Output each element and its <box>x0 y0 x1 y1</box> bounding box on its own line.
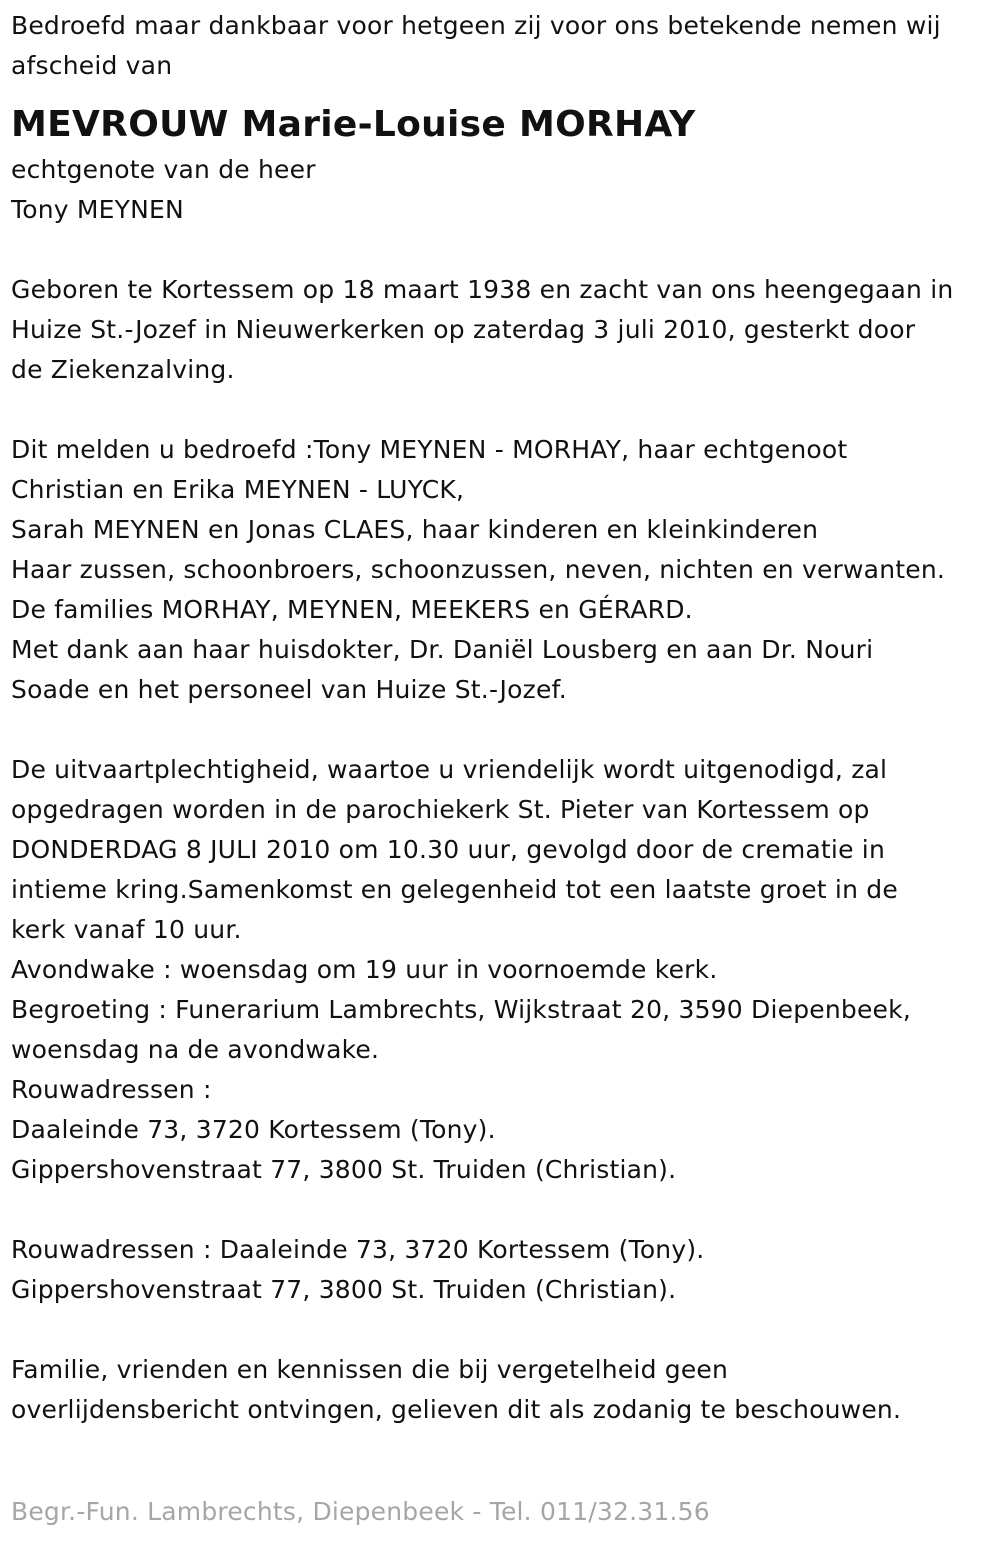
ceremony-line: Rouwadressen : <box>11 1075 212 1104</box>
funeral-home-footer: Begr.-Fun. Lambrechts, Diepenbeek - Tel. 011/32.31.56 <box>11 1497 710 1526</box>
intro-line: afscheid van <box>11 51 173 80</box>
ceremony-line: woensdag na de avondwake. <box>11 1035 380 1064</box>
closing-line: Familie, vrienden en kennissen die bij vergetelheid geen <box>11 1355 729 1384</box>
birth-line: de Ziekenzalving. <box>11 355 235 384</box>
closing-line: overlijdensbericht ontvingen, gelieven dit als zodanig te beschouwen. <box>11 1395 902 1424</box>
ceremony-line: opgedragen worden in de parochiekerk St. Pieter van Kortessem op <box>11 795 870 824</box>
deceased-name: MEVROUW Marie-Louise MORHAY <box>11 104 696 145</box>
intro-line: Bedroefd maar dankbaar voor hetgeen zij voor ons betekende nemen wij <box>11 11 941 40</box>
family-line: Met dank aan haar huisdokter, Dr. Daniël Lousberg en aan Dr. Nouri <box>11 635 874 664</box>
ceremony-paragraph <box>11 750 990 1190</box>
ceremony-line: Daaleinde 73, 3720 Kortessem (Tony). <box>11 1115 496 1144</box>
spacer <box>11 1310 990 1350</box>
address-line: Gippershovenstraat 77, 3800 St. Truiden (Christian). <box>11 1275 677 1304</box>
spouse-paragraph <box>11 150 990 230</box>
ceremony-line: Gippershovenstraat 77, 3800 St. Truiden (Christian). <box>11 1155 677 1184</box>
intro-paragraph <box>11 6 990 86</box>
ceremony-line: kerk vanaf 10 uur. <box>11 915 242 944</box>
address-line: Rouwadressen : Daaleinde 73, 3720 Kortessem (Tony). <box>11 1235 705 1264</box>
spacer <box>11 1190 990 1230</box>
spacer <box>11 230 990 270</box>
family-line: Haar zussen, schoonbroers, schoonzussen, neven, nichten en verwanten. <box>11 555 946 584</box>
birth-paragraph <box>11 270 990 390</box>
ceremony-line: De uitvaartplechtigheid, waartoe u vriendelijk wordt uitgenodigd, zal <box>11 755 888 784</box>
ceremony-line: DONDERDAG 8 JULI 2010 om 10.30 uur, gevolgd door de crematie in <box>11 835 886 864</box>
ceremony-line: Begroeting : Funerarium Lambrechts, Wijkstraat 20, 3590 Diepenbeek, <box>11 995 911 1024</box>
ceremony-line: Avondwake : woensdag om 19 uur in voornoemde kerk. <box>11 955 718 984</box>
birth-line: Geboren te Kortessem op 18 maart 1938 en zacht van ons heengegaan in <box>11 275 954 304</box>
ceremony-line: intieme kring.Samenkomst en gelegenheid tot een laatste groet in de <box>11 875 898 904</box>
family-line: De families MORHAY, MEYNEN, MEEKERS en GÉRARD. <box>11 595 693 624</box>
family-paragraph <box>11 430 990 710</box>
spouse-line: echtgenote van de heer <box>11 155 316 184</box>
family-line: Dit melden u bedroefd :Tony MEYNEN - MORHAY, haar echtgenoot <box>11 435 848 464</box>
family-line: Soade en het personeel van Huize St.-Jozef. <box>11 675 567 704</box>
spouse-line: Tony MEYNEN <box>11 195 184 224</box>
birth-line: Huize St.-Jozef in Nieuwerkerken op zaterdag 3 juli 2010, gesterkt door <box>11 315 916 344</box>
spacer <box>11 710 990 750</box>
closing-paragraph <box>11 1350 990 1430</box>
spacer <box>11 390 990 430</box>
family-line: Sarah MEYNEN en Jonas CLAES, haar kinderen en kleinkinderen <box>11 515 819 544</box>
addresses-paragraph <box>11 1230 990 1310</box>
family-line: Christian en Erika MEYNEN - LUYCK, <box>11 475 465 504</box>
